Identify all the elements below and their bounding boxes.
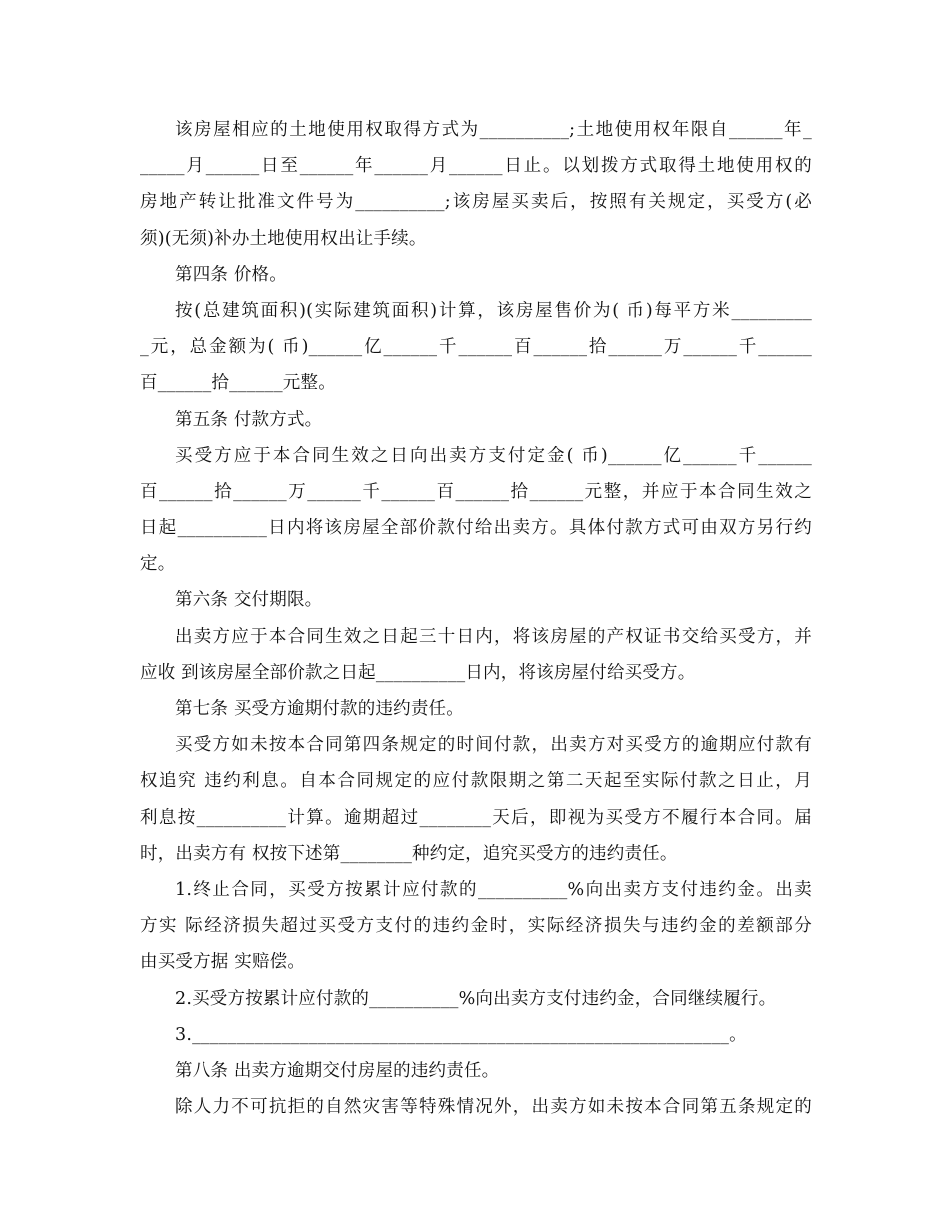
text-line: 2.买受方按累计应付款的__________%向出卖方支付违约金，合同继续履行。	[175, 988, 777, 1009]
text-line: 由买受方据 实赔偿。	[140, 952, 306, 973]
text-line: 时，出卖方有 权按下述第________种约定，追究买受方的违约责任。	[140, 843, 678, 864]
text-line: 方实 际经济损失超过买受方支付的违约金时，实际经济损失与违约金的差额部分	[140, 916, 812, 937]
text-line: 第六条 交付期限。	[175, 590, 323, 611]
text-line: 出卖方应于本合同生效之日起三十日内，将该房屋的产权证书交给买受方，并	[175, 626, 812, 647]
text-line: 第八条 出卖方逾期交付房屋的违约责任。	[175, 1060, 500, 1081]
text-line: 利息按__________计算。逾期超过________天后，即视为买受方不履行本合同。届	[140, 807, 812, 828]
text-line: _____月______日至______年______月______日止。以划拨方式取得土地使用权的	[140, 156, 812, 177]
text-line: 须)(无须)补办土地使用权出让手续。	[140, 228, 427, 249]
text-line: 买受方如未按本合同第四条规定的时间付款，出卖方对买受方的逾期应付款有	[175, 735, 812, 756]
text-line: 除人力不可抗拒的自然灾害等特殊情况外，出卖方如未按本合同第五条规定的	[175, 1097, 812, 1118]
text-line: 买受方应于本合同生效之日向出卖方支付定金( 币)______亿______千______	[175, 445, 812, 466]
text-line: 日起__________日内将该房屋全部价款付给出卖方。具体付款方式可由双方另行约	[140, 518, 812, 539]
text-line: 权追究 违约利息。自本合同规定的应付款限期之第二天起至实际付款之日止，月	[140, 771, 812, 792]
text-line: 按(总建筑面积)(实际建筑面积)计算，该房屋售价为( 币)每平方米_________	[175, 300, 812, 321]
text-line: 定。	[140, 554, 176, 575]
text-line: 3.____________________________________________________________。	[175, 1024, 747, 1045]
text-line: 第五条 付款方式。	[175, 409, 323, 430]
document-page	[140, 112, 812, 1125]
text-line: 1.终止合同，买受方按累计应付款的__________%向出卖方支付违约金。出卖	[175, 879, 812, 900]
text-line: 第七条 买受方逾期付款的违约责任。	[175, 699, 464, 719]
text-line: 应收 到该房屋全部价款之日起__________日内，将该房屋付给买受方。	[140, 662, 696, 683]
text-line: 百______拾______元整。	[140, 373, 336, 394]
text-line: 该房屋相应的土地使用权取得方式为__________;土地使用权年限自______年_	[175, 120, 812, 140]
text-line: 百______拾______万______千______百______拾______元整，并应于本合同生效之	[140, 481, 812, 502]
text-line: _元，总金额为( 币)______亿______千______百______拾______万______千______	[140, 337, 812, 358]
text-line: 第四条 价格。	[175, 264, 287, 285]
text-line: 房地产转让批准文件号为__________;该房屋买卖后，按照有关规定，买受方(必	[140, 192, 812, 213]
